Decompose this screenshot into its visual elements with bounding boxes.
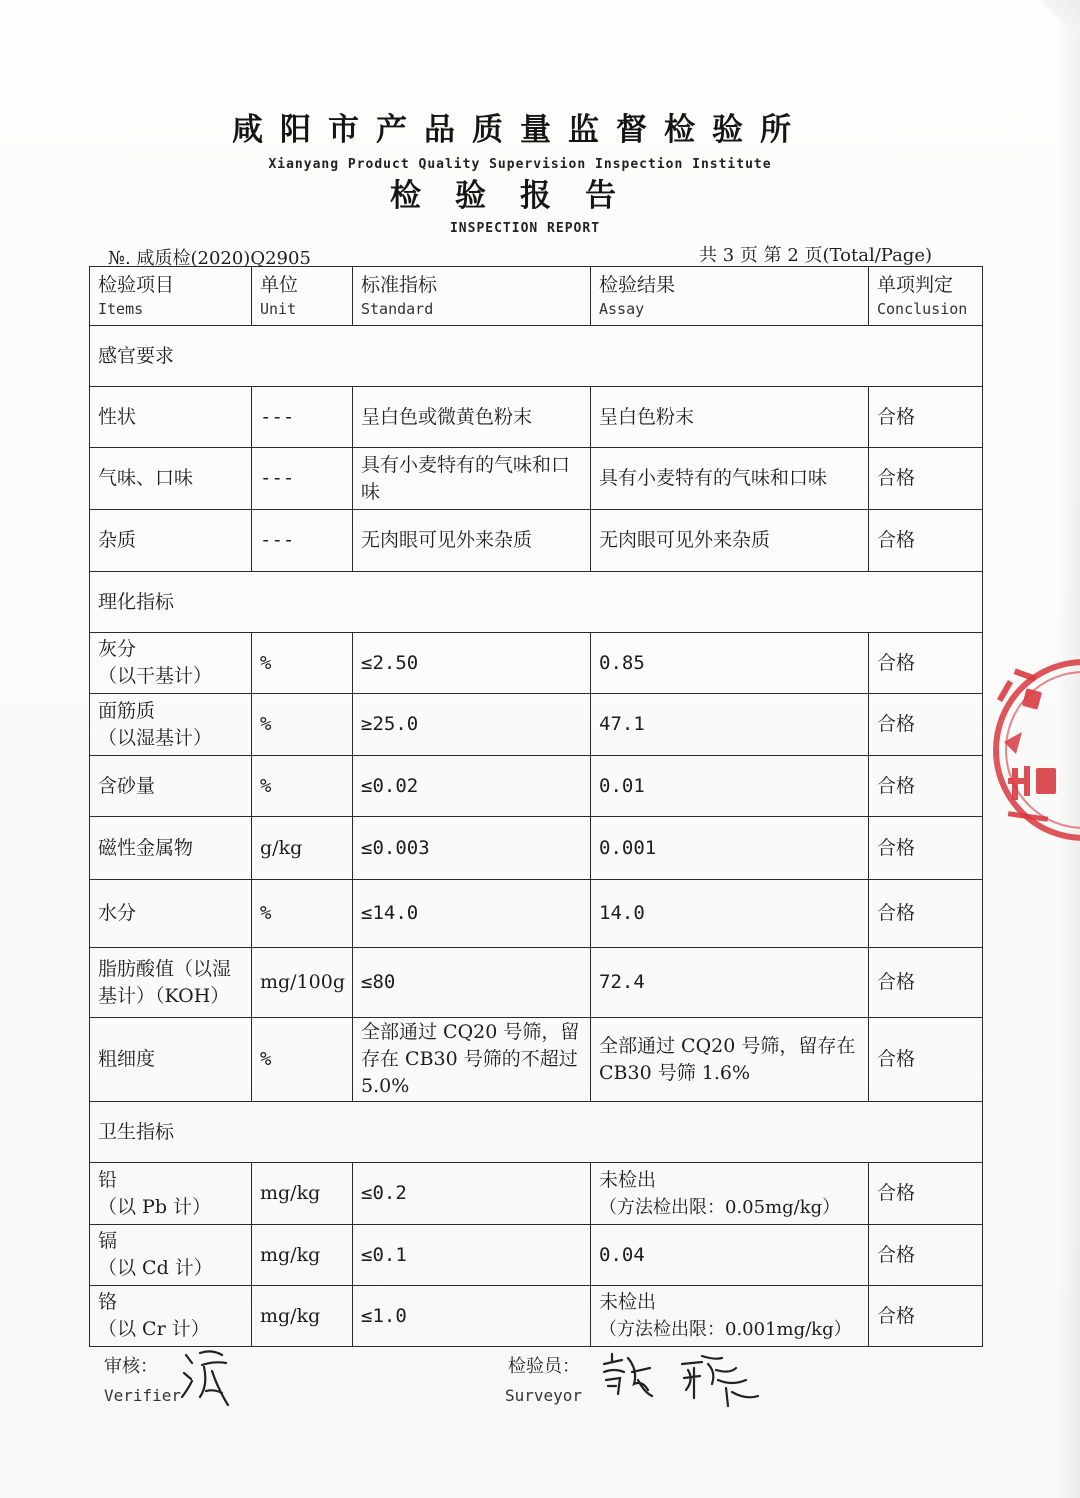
verifier-label: 审核： bbox=[104, 1356, 158, 1377]
conclusion-cell: 合格 bbox=[869, 948, 983, 1018]
conclusion-cell: 合格 bbox=[869, 510, 983, 572]
surveyor-signature bbox=[598, 1350, 768, 1412]
standard-cell: ≤0.1 bbox=[353, 1225, 591, 1286]
unit-cell: --- bbox=[252, 387, 353, 448]
section-title: 感官要求 bbox=[90, 326, 983, 387]
table-row bbox=[90, 387, 983, 448]
paper-corner-fold bbox=[1040, 0, 1080, 34]
item-note: （以 Cr 计） bbox=[98, 1318, 210, 1340]
item-cell: 灰分 （以干基计） bbox=[90, 633, 252, 694]
table-row bbox=[90, 448, 983, 510]
assay-cell: 14.0 bbox=[591, 880, 869, 948]
table-row bbox=[90, 1018, 983, 1102]
item-cell: 粗细度 bbox=[90, 1018, 252, 1102]
standard-cell: 全部通过 CQ20 号筛，留存在 CB30 号筛的不超过 5.0% bbox=[353, 1018, 591, 1102]
unit-cell: % bbox=[252, 880, 353, 948]
standard-cell: ≤0.003 bbox=[353, 817, 591, 880]
standard-cell: ≤0.02 bbox=[353, 756, 591, 817]
assay-cell: 72.4 bbox=[591, 948, 869, 1018]
assay-cell: 呈白色粉末 bbox=[591, 387, 869, 448]
assay-note: （方法检出限：0.05mg/kg） bbox=[599, 1196, 841, 1218]
assay-cell: 具有小麦特有的气味和口味 bbox=[591, 448, 869, 510]
assay-note: （方法检出限：0.001mg/kg） bbox=[599, 1319, 852, 1340]
conclusion-cell: 合格 bbox=[869, 1286, 983, 1347]
assay-cell: 0.85 bbox=[591, 633, 869, 694]
conclusion-cell: 合格 bbox=[869, 633, 983, 694]
item-cell: 面筋质 （以湿基计） bbox=[90, 694, 252, 756]
report-title-en: INSPECTION REPORT bbox=[449, 221, 601, 236]
assay-cell: 0.04 bbox=[591, 1225, 869, 1286]
report-number: №. 咸质检(2020)Q2905 bbox=[108, 248, 311, 269]
unit-cell: % bbox=[252, 633, 353, 694]
item-cell: 铬 （以 Cr 计） bbox=[90, 1286, 252, 1347]
unit-cell: % bbox=[252, 694, 353, 756]
standard-cell: 无肉眼可见外来杂质 bbox=[353, 510, 591, 572]
item-note: （以干基计） bbox=[98, 665, 213, 687]
section-title: 卫生指标 bbox=[90, 1102, 983, 1163]
conclusion-cell: 合格 bbox=[869, 1225, 983, 1286]
item-cell: 脂肪酸值（以湿基计）（KOH） bbox=[90, 948, 252, 1018]
table-row bbox=[90, 1225, 983, 1286]
conclusion-cell: 合格 bbox=[869, 694, 983, 756]
standard-cell: ≤80 bbox=[353, 948, 591, 1018]
table-row bbox=[90, 817, 983, 880]
col-header-standard: 标准指标 Standard bbox=[353, 267, 591, 326]
conclusion-cell: 合格 bbox=[869, 817, 983, 880]
section-row-hygiene bbox=[90, 1102, 983, 1163]
table-row bbox=[90, 948, 983, 1018]
item-cell: 水分 bbox=[90, 880, 252, 948]
verifier-block bbox=[104, 1352, 181, 1405]
standard-cell: 具有小麦特有的气味和口味 bbox=[353, 448, 591, 510]
surveyor-label-en: Surveyor bbox=[505, 1386, 583, 1405]
item-note: （以 Pb 计） bbox=[98, 1195, 212, 1218]
assay-cell: 0.01 bbox=[591, 756, 869, 817]
section-row-sensory bbox=[90, 326, 983, 387]
item-cell: 气味、口味 bbox=[90, 448, 252, 510]
conclusion-cell: 合格 bbox=[869, 880, 983, 948]
table-row bbox=[90, 1163, 983, 1225]
table-row bbox=[90, 510, 983, 572]
conclusion-cell: 合格 bbox=[869, 1018, 983, 1102]
assay-cell: 未检出 （方法检出限：0.05mg/kg） bbox=[591, 1163, 869, 1225]
assay-cell: 0.001 bbox=[591, 817, 869, 880]
item-cell: 含砂量 bbox=[90, 756, 252, 817]
conclusion-cell: 合格 bbox=[869, 448, 983, 510]
col-header-conclusion: 单项判定 Conclusion bbox=[869, 267, 983, 326]
col-header-item: 检验项目 Items bbox=[90, 267, 252, 326]
table-row bbox=[90, 756, 983, 817]
red-seal-stamp bbox=[994, 650, 1080, 850]
item-cell: 镉 （以 Cd 计） bbox=[90, 1225, 252, 1286]
assay-cell: 未检出 （方法检出限：0.001mg/kg） bbox=[591, 1286, 869, 1347]
page-info: 共 3 页 第 2 页(Total/Page) bbox=[699, 245, 932, 266]
unit-cell: mg/100g bbox=[252, 948, 353, 1018]
surveyor-label: 检验员： bbox=[508, 1356, 580, 1377]
verifier-signature bbox=[178, 1345, 238, 1420]
standard-cell: ≥25.0 bbox=[353, 694, 591, 756]
col-header-assay: 检验结果 Assay bbox=[591, 267, 869, 326]
item-cell: 铅 （以 Pb 计） bbox=[90, 1163, 252, 1225]
unit-cell: mg/kg bbox=[252, 1163, 353, 1225]
unit-cell: % bbox=[252, 756, 353, 817]
report-title-zh: 检验报告 bbox=[390, 178, 650, 214]
standard-cell: ≤1.0 bbox=[353, 1286, 591, 1347]
table-header-row bbox=[90, 267, 983, 326]
section-row-physchem bbox=[90, 572, 983, 633]
col-header-unit: 单位 Unit bbox=[252, 267, 353, 326]
conclusion-cell: 合格 bbox=[869, 387, 983, 448]
standard-cell: 呈白色或微黄色粉末 bbox=[353, 387, 591, 448]
standard-cell: ≤14.0 bbox=[353, 880, 591, 948]
item-cell: 性状 bbox=[90, 387, 252, 448]
item-note: （以湿基计） bbox=[98, 726, 213, 749]
item-cell: 杂质 bbox=[90, 510, 252, 572]
unit-cell: --- bbox=[252, 448, 353, 510]
standard-cell: ≤2.50 bbox=[353, 633, 591, 694]
verifier-label-en: Verifier bbox=[104, 1386, 182, 1405]
table-row bbox=[90, 880, 983, 948]
institute-title-zh: 咸阳市产品质量监督检验所 bbox=[232, 112, 808, 148]
table-row bbox=[90, 633, 983, 694]
table-row bbox=[90, 694, 983, 756]
institute-title-en: Xianyang Product Quality Supervision Inspection Institute bbox=[268, 157, 772, 172]
inspection-table bbox=[89, 266, 983, 1347]
item-note: （以 Cd 计） bbox=[98, 1257, 213, 1279]
unit-cell: --- bbox=[252, 510, 353, 572]
table-row bbox=[90, 1286, 983, 1347]
conclusion-cell: 合格 bbox=[869, 1163, 983, 1225]
surveyor-block bbox=[505, 1352, 583, 1405]
section-title: 理化指标 bbox=[90, 572, 983, 633]
assay-cell: 全部通过 CQ20 号筛，留存在 CB30 号筛 1.6% bbox=[591, 1018, 869, 1102]
unit-cell: g/kg bbox=[252, 817, 353, 880]
unit-cell: % bbox=[252, 1018, 353, 1102]
conclusion-cell: 合格 bbox=[869, 756, 983, 817]
assay-cell: 47.1 bbox=[591, 694, 869, 756]
standard-cell: ≤0.2 bbox=[353, 1163, 591, 1225]
unit-cell: mg/kg bbox=[252, 1286, 353, 1347]
item-cell: 磁性金属物 bbox=[90, 817, 252, 880]
unit-cell: mg/kg bbox=[252, 1225, 353, 1286]
assay-cell: 无肉眼可见外来杂质 bbox=[591, 510, 869, 572]
